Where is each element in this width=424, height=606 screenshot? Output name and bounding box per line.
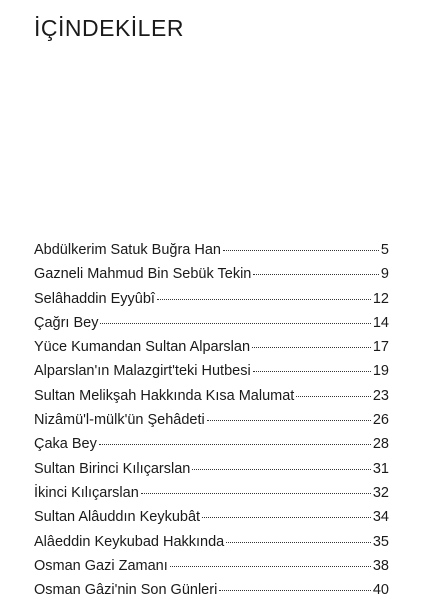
toc-entry: [34, 291, 389, 315]
toc-entry-title: İkinci Kılıçarslan: [34, 484, 139, 501]
toc-entry-page: 35: [372, 533, 389, 550]
dot-leader: [207, 420, 371, 421]
toc-entry-title: Çaka Bey: [34, 436, 97, 453]
toc-entry: [34, 315, 389, 339]
dot-leader: [296, 396, 371, 397]
toc-entry-page: 5: [380, 242, 389, 258]
toc-entry-page: 23: [372, 387, 389, 404]
dot-leader: [100, 323, 370, 324]
toc-entry-page: 14: [372, 314, 389, 331]
toc-entry-page: 31: [372, 460, 389, 477]
toc-entry-title: Sultan Melikşah Hakkında Kısa Malumat: [34, 387, 295, 404]
toc-entry: [34, 363, 389, 387]
toc-entry-title: Gazneli Mahmud Bin Sebük Tekin: [34, 266, 252, 283]
toc-entry-page: 28: [372, 436, 389, 453]
toc-entry: [34, 242, 389, 266]
dot-leader: [202, 517, 371, 518]
toc-entry: [34, 509, 389, 533]
toc-entry: [34, 558, 389, 582]
dot-leader: [192, 469, 371, 470]
dot-leader: [252, 347, 371, 348]
dot-leader: [141, 493, 371, 494]
toc-entry: [34, 461, 389, 485]
toc-entry-page: 38: [372, 557, 389, 574]
toc-entry-title: Nizâmü'l-mülk'ün Şehâdeti: [34, 412, 205, 429]
page-title: İÇİNDEKİLER: [34, 15, 184, 41]
toc-entry-title: Alparslan'ın Malazgirt'teki Hutbesi: [34, 363, 251, 380]
toc-entry: [34, 485, 389, 509]
toc-entry: [34, 436, 389, 460]
toc-entry-page: 40: [372, 582, 389, 599]
toc-entry-page: 9: [380, 266, 389, 283]
toc-entry-title: Osman Gazi Zamanı: [34, 557, 168, 574]
dot-leader: [226, 542, 371, 543]
toc-entry-title: Abdülkerim Satuk Buğra Han: [34, 242, 221, 258]
toc-entry: [34, 412, 389, 436]
toc-entry: [34, 266, 389, 290]
toc-entry: [34, 582, 389, 606]
dot-leader: [219, 590, 371, 591]
dot-leader: [223, 250, 379, 251]
toc-entry-page: 12: [372, 290, 389, 307]
toc-entry: [34, 534, 389, 558]
dot-leader: [157, 299, 371, 300]
toc-entry-page: 17: [372, 339, 389, 356]
table-of-contents: [34, 242, 389, 606]
toc-entry-title: Çağrı Bey: [34, 314, 99, 331]
toc-entry-page: 32: [372, 484, 389, 501]
toc-entry-title: Alâeddin Keykubad Hakkında: [34, 533, 225, 550]
dot-leader: [99, 444, 371, 445]
toc-entry-page: 34: [372, 509, 389, 526]
toc-entry-title: Sultan Birinci Kılıçarslan: [34, 460, 191, 477]
dot-leader: [253, 371, 371, 372]
toc-entry-title: Selâhaddin Eyyûbî: [34, 290, 155, 307]
toc-entry-title: Osman Gâzi'nin Son Günleri: [34, 582, 218, 599]
toc-entry-title: Sultan Alâuddın Keykubât: [34, 509, 201, 526]
toc-entry-title: Yüce Kumandan Sultan Alparslan: [34, 339, 251, 356]
toc-entry-page: 19: [372, 363, 389, 380]
toc-entry-page: 26: [372, 412, 389, 429]
dot-leader: [170, 566, 371, 567]
dot-leader: [253, 274, 379, 275]
toc-entry: [34, 388, 389, 412]
toc-entry: [34, 339, 389, 363]
